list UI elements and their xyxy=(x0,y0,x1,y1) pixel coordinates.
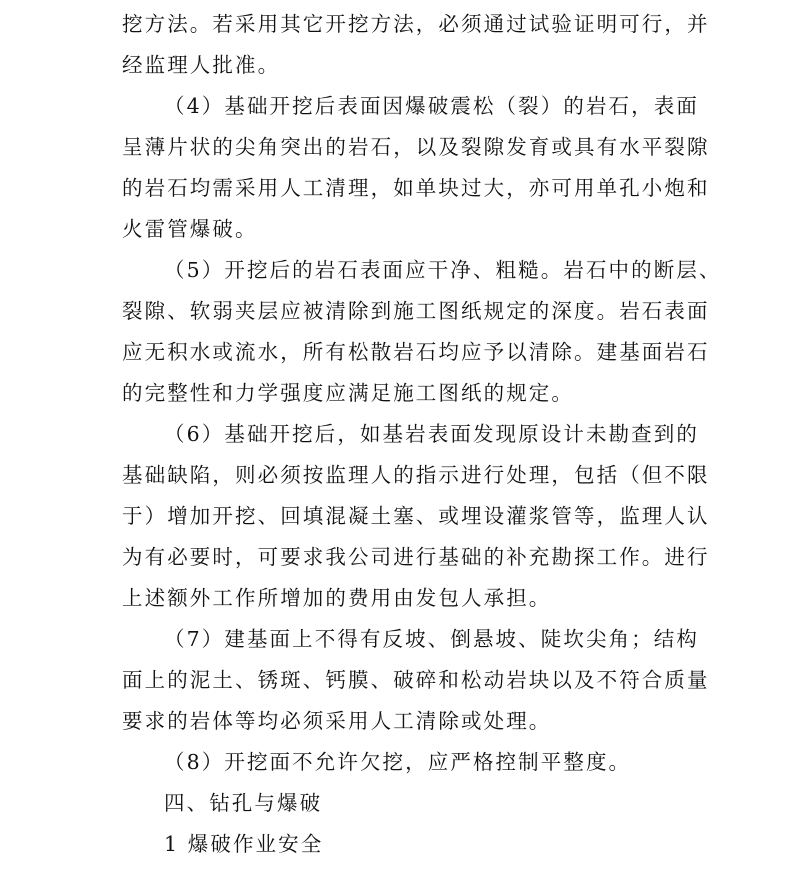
paragraph-6-line-1: （6）基础开挖后，如基岩表面发现原设计未勘查到的 xyxy=(164,422,699,446)
paragraph-5-line-1: （5）开挖后的岩石表面应干净、粗糙。岩石中的断层、 xyxy=(164,258,722,282)
paragraph-8-line-1: （8）开挖面不允许欠挖，应严格控制平整度。 xyxy=(164,750,632,774)
paragraph-4-line-3: 的岩石均需采用人工清理，如单块过大，亦可用单孔小炮和 xyxy=(122,176,710,200)
text-line-1: 挖方法。若采用其它开挖方法，必须通过试验证明可行，并 xyxy=(122,12,710,36)
paragraph-4-line-4: 火雷管爆破。 xyxy=(122,217,258,241)
paragraph-5-line-3: 应无积水或流水，所有松散岩石均应予以清除。建基面岩石 xyxy=(122,340,710,364)
paragraph-6-line-3: 于）增加开挖、回填混凝土塞、或埋设灌浆管等，监理人认 xyxy=(122,504,710,528)
section-heading: 四、钻孔与爆破 xyxy=(164,791,323,815)
paragraph-7-line-1: （7）建基面上不得有反坡、倒悬坡、陡坎尖角；结构 xyxy=(164,627,699,651)
paragraph-5-line-4: 的完整性和力学强度应满足施工图纸的规定。 xyxy=(122,381,574,405)
paragraph-5-line-2: 裂隙、软弱夹层应被清除到施工图纸规定的深度。岩石表面 xyxy=(122,299,710,323)
paragraph-7-line-2: 面上的泥土、锈斑、钙膜、破碎和松动岩块以及不符合质量 xyxy=(122,668,710,692)
paragraph-7-line-3: 要求的岩体等均必须采用人工清除或处理。 xyxy=(122,709,552,733)
paragraph-6-line-5: 上述额外工作所增加的费用由发包人承担。 xyxy=(122,586,552,610)
paragraph-4-line-2: 呈薄片状的尖角突出的岩石，以及裂隙发育或具有水平裂隙 xyxy=(122,135,710,159)
paragraph-6-line-4: 为有必要时，可要求我公司进行基础的补充勘探工作。进行 xyxy=(122,545,710,569)
paragraph-4-line-1: （4）基础开挖后表面因爆破震松（裂）的岩石，表面 xyxy=(164,94,699,118)
subsection-heading: 1 爆破作业安全 xyxy=(164,832,324,856)
text-line-2: 经监理人批准。 xyxy=(122,53,281,77)
paragraph-6-line-2: 基础缺陷，则必须按监理人的指示进行处理，包括（但不限 xyxy=(122,463,710,487)
